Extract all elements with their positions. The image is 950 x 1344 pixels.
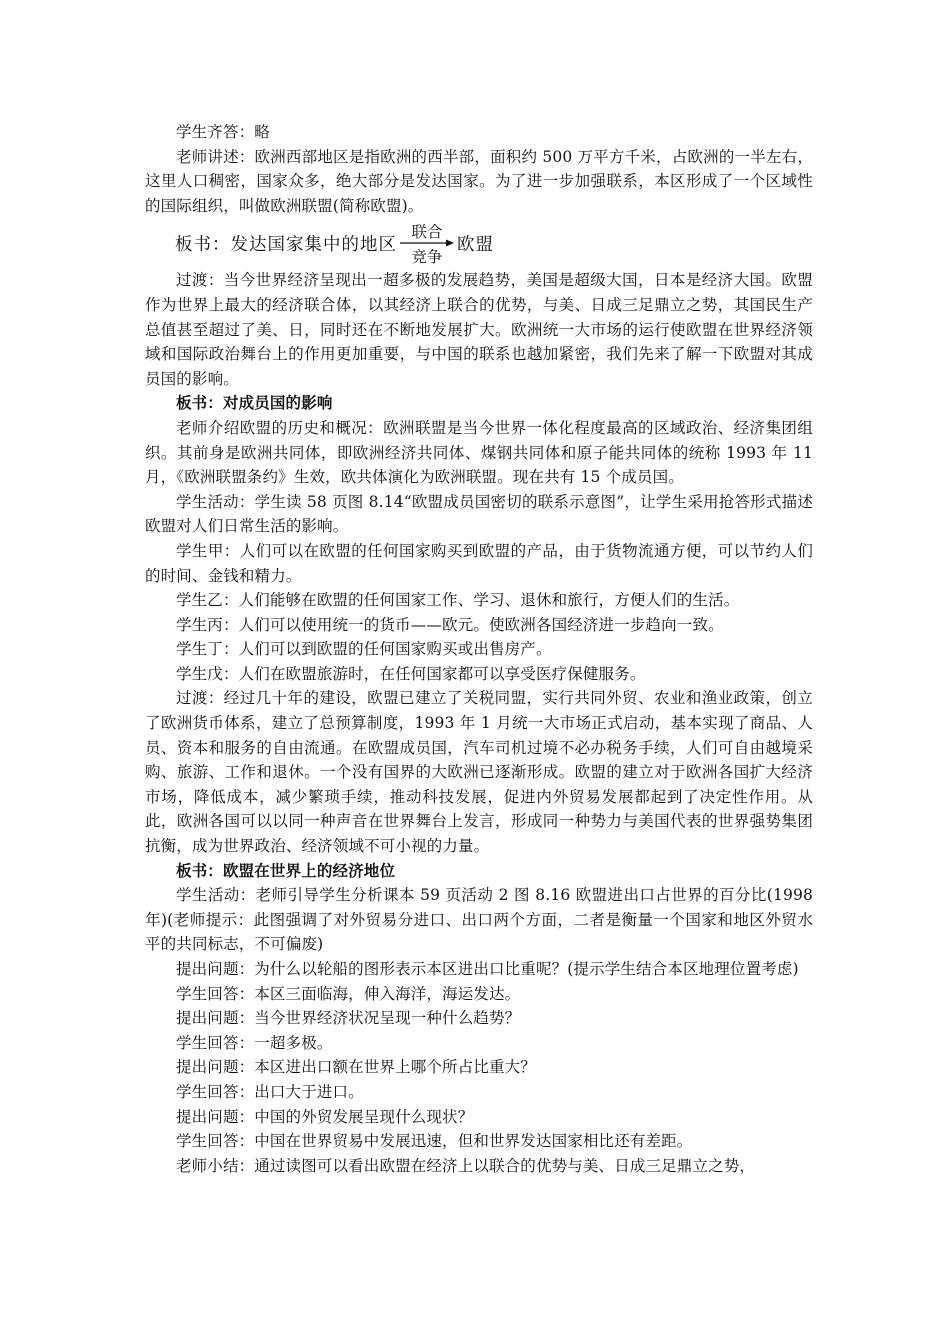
paragraph: 提出问题：为什么以轮船的图形表示本区进出口比重呢？(提示学生结合本区地理位置考虑) (176, 960, 799, 978)
board-heading: 板书：对成员国的影响 (176, 393, 333, 413)
paragraph: 学生回答：一超多极。 (176, 1033, 333, 1052)
paragraph: 学生活动：老师引导学生分析课本 59 页活动 2 图 8.16 欧盟进出口占世界的百分比(1998 年)(老师提示：此图强调了对外贸易分进口、出口两个方面，二者是衡量一个国家和地区外贸水平的共同标志，不可偏废) (145, 886, 813, 954)
paragraph: 学生回答：中国在世界贸易中发展迅速，但和世界发达国家相比还有差距。 (176, 1132, 693, 1151)
blackboard-formula (175, 222, 813, 267)
document-page (145, 120, 813, 1178)
paragraph: 学生甲：人们可以在欧盟的任何国家购买到欧盟的产品，由于货物流通方便，可以节约人们的时间、金钱和精力。 (145, 541, 813, 585)
arrow-bottom-label: 竞争 (411, 248, 443, 267)
paragraph: 学生回答：本区三面临海，伸入海洋，海运发达。 (176, 984, 521, 1003)
paragraph: 过渡：经过几十年的建设，欧盟已建立了关税同盟，实行共同外贸、农业和渔业政策，创立了欧洲货币体系，建立了总预算制度，1993 年 1 月统一大市场正式启动，基本实现了商品、人员、资本和服务的自由流通。在欧盟成员国，汽车司机过境不必办税务手续，人们可自由越境采购、旅游、工作和退休。一个没有国界的大欧洲已逐渐形成。欧盟的建立对于欧洲各国扩大经济市场，降低成本，减少繁琐手续，推动科技发展，促进内外贸易发展都起到了决定性作用。从此，欧洲各国可以以同一种声音在世界舞台上发言，形成同一种势力与美国代表的世界强势集团抗衡，成为世界政治、经济领域不可小视的力量。 (145, 689, 813, 856)
board-heading: 板书：欧盟在世界上的经济地位 (176, 860, 396, 880)
paragraph: 学生齐答：略 (176, 123, 270, 141)
arrow-top-label: 联合 (411, 223, 443, 242)
paragraph: 提出问题：本区进出口额在世界上哪个所占比重大？ (176, 1058, 536, 1077)
paragraph: 提出问题：当今世界经济状况呈现一种什么趋势？ (176, 1009, 521, 1028)
formula-right: 欧盟 (457, 234, 494, 255)
formula-arrow (399, 223, 455, 267)
paragraph: 老师介绍欧盟的历史和概况：欧洲联盟是当今世界一体化程度最高的区域政治、经济集团组织。其前身是欧洲共同体，即欧洲经济共同体、煤钢共同体和原子能共同体的统称 1993 年 11 月，《欧洲联盟条约》生效，欧共体演化为欧洲联盟。现在共有 15 个成员国。 (145, 418, 813, 487)
paragraph: 学生回答：出口大于进口。 (176, 1082, 364, 1101)
paragraph: 学生乙：人们能够在欧盟的任何国家工作、学习、退休和旅行，方便人们的生活。 (176, 591, 740, 610)
paragraph: 老师小结：通过读图可以看出欧盟在经济上以联合的优势与美、日成三足鼎立之势， (176, 1156, 756, 1175)
paragraph: 学生活动：学生读 58 页图 8.14“欧盟成员国密切的联系示意图”，让学生采用抢答形式描述欧盟对人们日常生活的影响。 (145, 492, 813, 536)
paragraph: 老师讲述：欧洲西部地区是指欧洲的西半部，面积约 500 万平方千米，占欧洲的一半左右，这里人口稠密，国家众多，绝大部分是发达国家。为了进一步加强联系，本区形成了一个区域性的国际组织，叫做欧洲联盟(简称欧盟)。 (145, 147, 813, 215)
formula-left: 板书：发达国家集中的地区 (175, 234, 397, 255)
paragraph: 过渡：当今世界经济呈现出一超多极的发展趋势，美国是超级大国，日本是经济大国。欧盟作为世界上最大的经济联合体，以其经济上联合的优势，与美、日成三足鼎立之势，其国民生产总值甚至超过了美、日，同时还在不断地发展扩大。欧洲统一大市场的运行使欧盟在世界经济领域和国际政治舞台上的作用更加重要，与中国的联系也越加紧密，我们先来了解一下欧盟对其成员国的影响。 (145, 271, 813, 388)
paragraph: 学生戊：人们在欧盟旅游时，在任何国家都可以享受医疗保健服务。 (176, 664, 646, 683)
paragraph: 学生丙：人们可以使用统一的货币——欧元。使欧洲各国经济进一步趋向一致。 (176, 615, 724, 634)
paragraph: 提出问题：中国的外贸发展呈现什么现状？ (176, 1107, 474, 1126)
paragraph: 学生丁：人们可以到欧盟的任何国家购买或出售房产。 (176, 640, 552, 659)
